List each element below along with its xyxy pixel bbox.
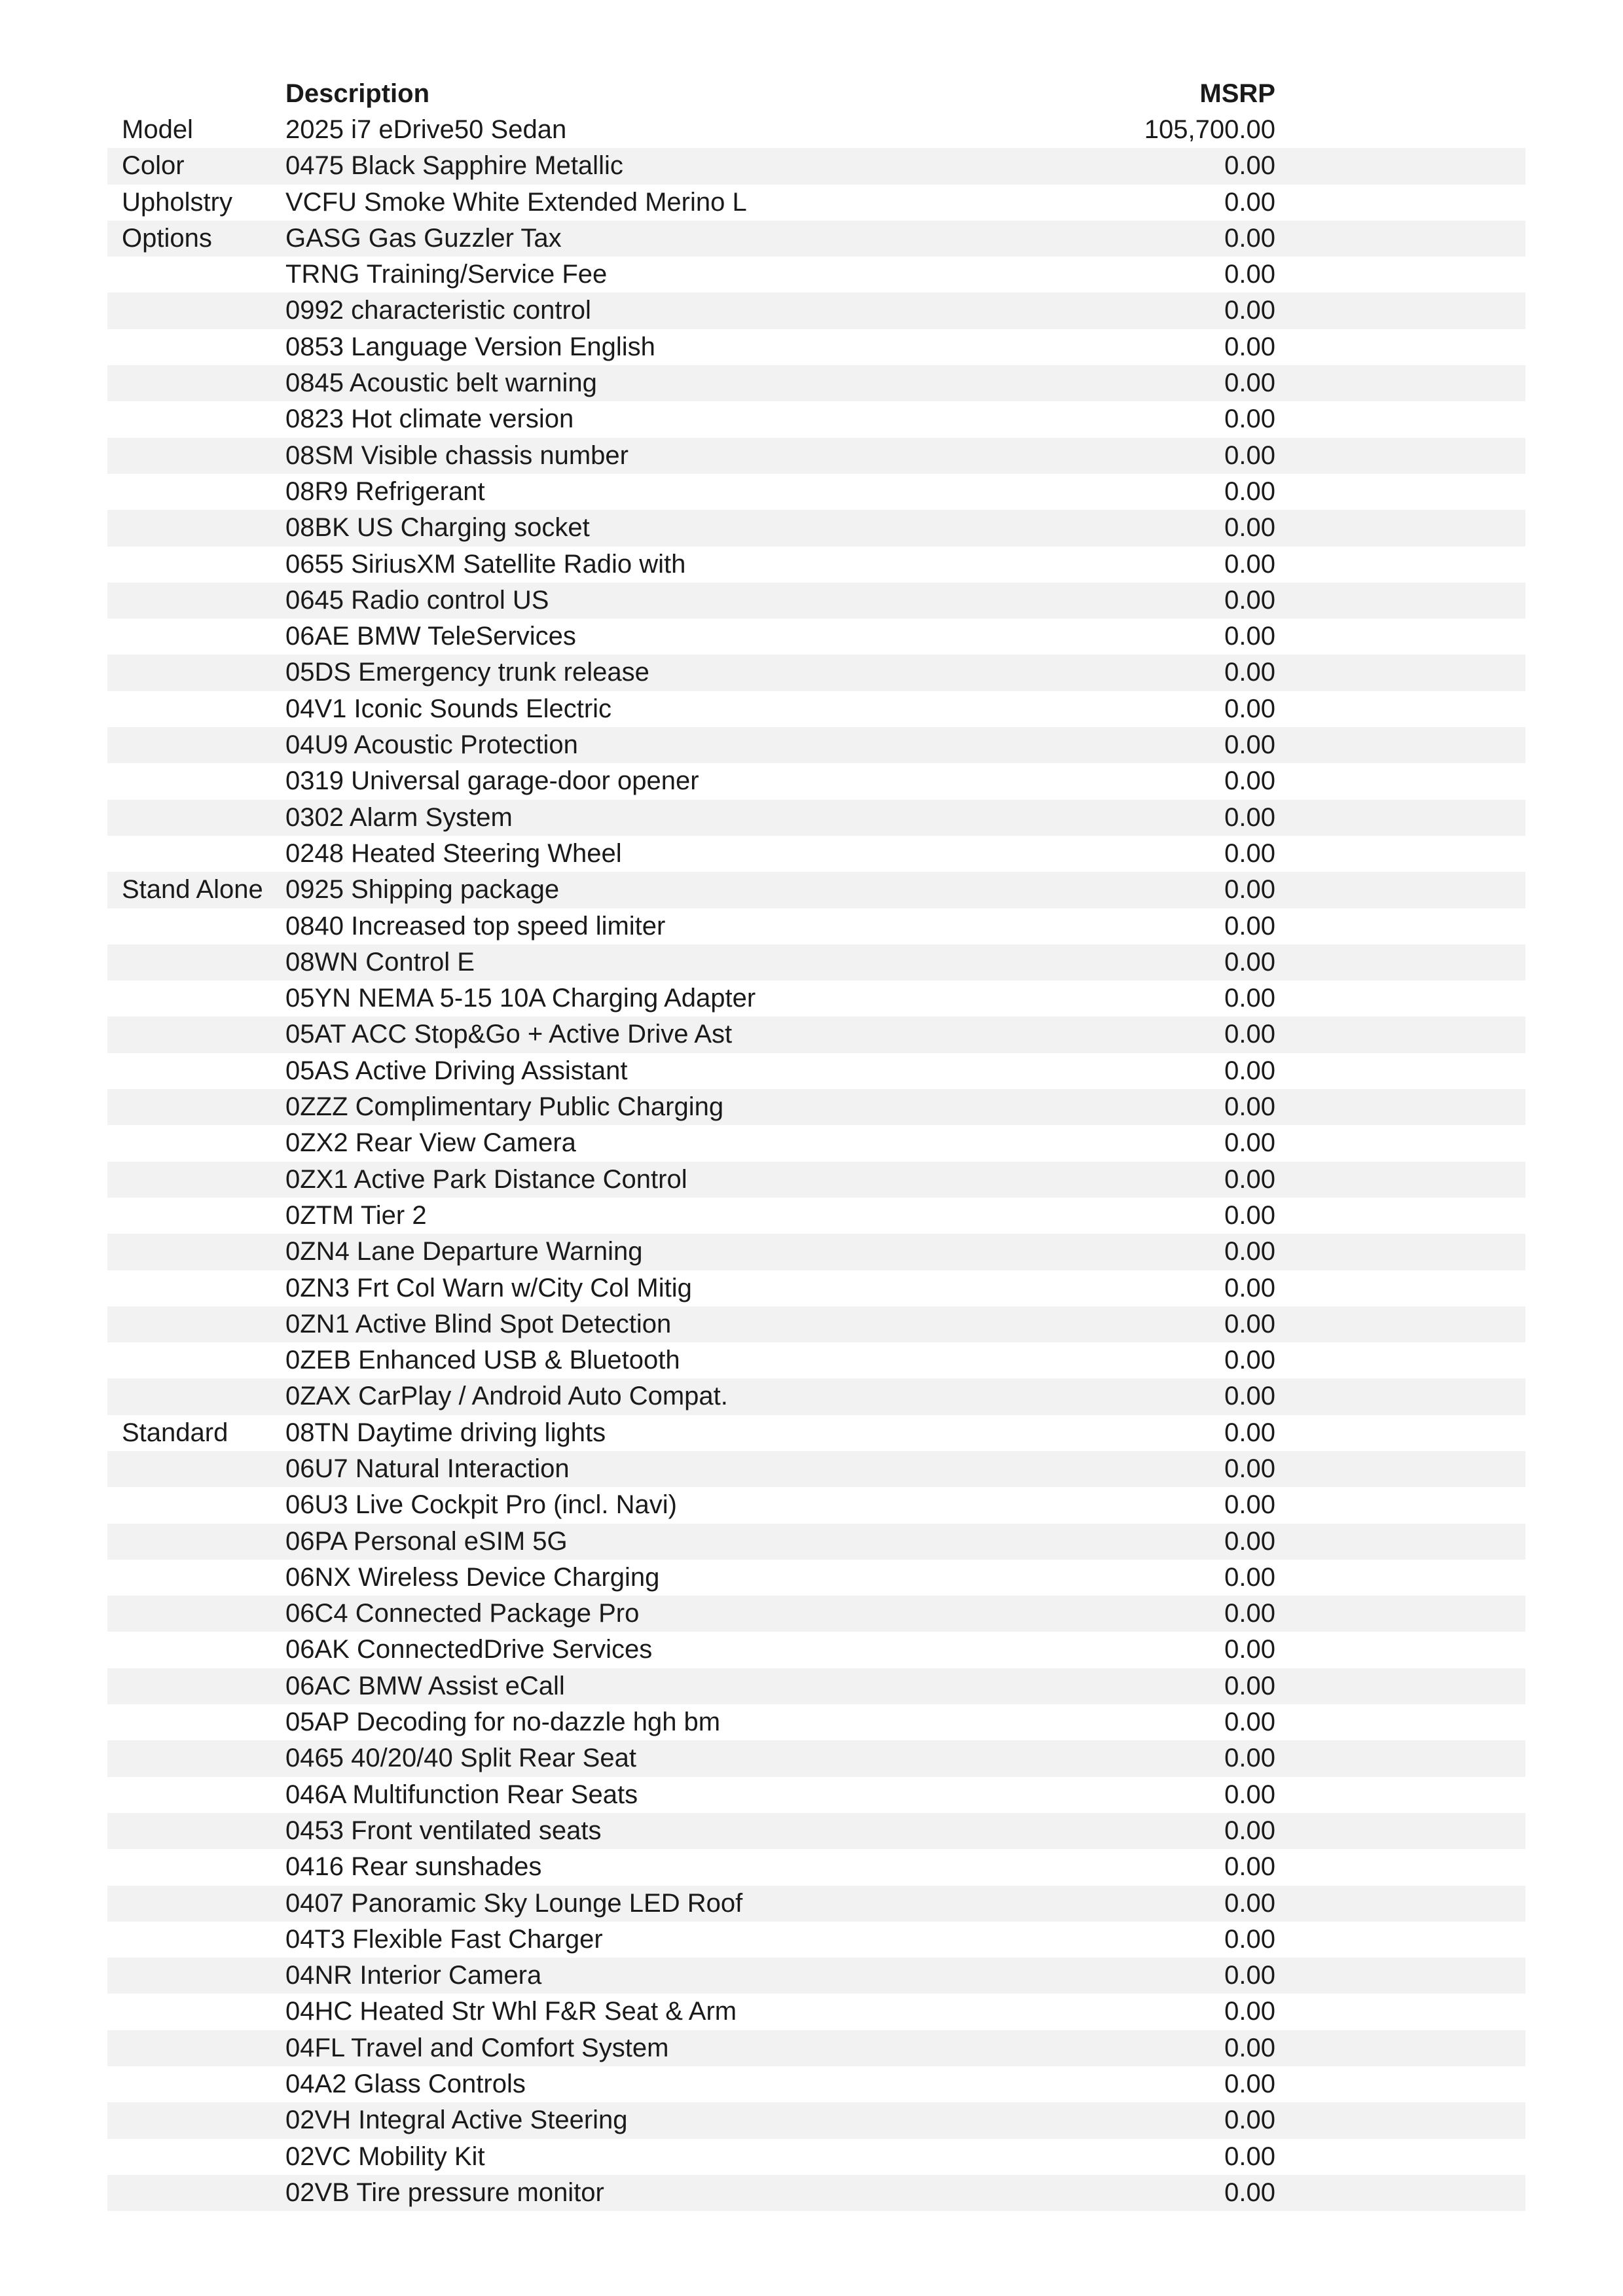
row-msrp: 0.00 bbox=[1224, 1092, 1275, 1122]
table-row bbox=[107, 547, 1525, 583]
row-msrp: 0.00 bbox=[1224, 1780, 1275, 1809]
row-msrp: 0.00 bbox=[1224, 2106, 1275, 2135]
table-row bbox=[107, 619, 1525, 655]
row-description: 06AC BMW Assist eCall bbox=[285, 1671, 565, 1700]
table-row bbox=[107, 1451, 1525, 1487]
row-category: Options bbox=[122, 223, 212, 253]
table-row bbox=[107, 800, 1525, 836]
table-row bbox=[107, 1016, 1525, 1052]
row-msrp: 0.00 bbox=[1224, 1888, 1275, 1918]
row-msrp: 0.00 bbox=[1224, 1382, 1275, 1411]
row-msrp: 0.00 bbox=[1224, 947, 1275, 977]
row-description: 04HC Heated Str Whl F&R Seat & Arm bbox=[285, 1997, 737, 2026]
table-row bbox=[107, 257, 1525, 293]
row-msrp: 0.00 bbox=[1224, 368, 1275, 398]
row-category: Standard bbox=[122, 1418, 228, 1447]
row-description: 04U9 Acoustic Protection bbox=[285, 730, 578, 760]
row-description: 08BK US Charging socket bbox=[285, 513, 590, 543]
row-category: Stand Alone bbox=[122, 875, 263, 905]
table-row bbox=[107, 474, 1525, 510]
row-msrp: 0.00 bbox=[1224, 404, 1275, 434]
table-row bbox=[107, 1886, 1525, 1922]
table-row bbox=[107, 401, 1525, 437]
row-msrp: 105,700.00 bbox=[1144, 115, 1275, 144]
row-msrp: 0.00 bbox=[1224, 1309, 1275, 1338]
row-description: 06AE BMW TeleServices bbox=[285, 622, 576, 651]
table-row bbox=[107, 1342, 1525, 1378]
row-description: 0925 Shipping package bbox=[285, 875, 560, 905]
table-row bbox=[107, 1053, 1525, 1089]
row-msrp: 0.00 bbox=[1224, 1273, 1275, 1302]
row-description: 0ZEB Enhanced USB & Bluetooth bbox=[285, 1346, 680, 1375]
row-description: 08SM Visible chassis number bbox=[285, 440, 629, 470]
table-row bbox=[107, 112, 1525, 148]
table-row bbox=[107, 2139, 1525, 2175]
row-description: GASG Gas Guzzler Tax bbox=[285, 223, 562, 253]
row-description: 06PA Personal eSIM 5G bbox=[285, 1526, 568, 1556]
row-msrp: 0.00 bbox=[1224, 766, 1275, 796]
row-description: 0ZN1 Active Blind Spot Detection bbox=[285, 1309, 672, 1338]
row-description: 06U7 Natural Interaction bbox=[285, 1454, 570, 1483]
row-description: VCFU Smoke White Extended Merino L bbox=[285, 187, 747, 217]
row-description: 0845 Acoustic belt warning bbox=[285, 368, 597, 398]
row-description: 02VC Mobility Kit bbox=[285, 2142, 485, 2171]
table-row bbox=[107, 221, 1525, 257]
table-row bbox=[107, 1378, 1525, 1414]
table-header bbox=[107, 76, 1525, 112]
row-description: 0823 Hot climate version bbox=[285, 404, 574, 434]
row-description: 0319 Universal garage-door opener bbox=[285, 766, 699, 796]
table-row bbox=[107, 1922, 1525, 1958]
table-row bbox=[107, 763, 1525, 799]
row-description: 2025 i7 eDrive50 Sedan bbox=[285, 115, 567, 144]
row-msrp: 0.00 bbox=[1224, 440, 1275, 470]
row-description: 05YN NEMA 5-15 10A Charging Adapter bbox=[285, 984, 756, 1013]
row-msrp: 0.00 bbox=[1224, 1454, 1275, 1483]
row-description: 0853 Language Version English bbox=[285, 332, 655, 361]
row-msrp: 0.00 bbox=[1224, 1237, 1275, 1266]
table-row bbox=[107, 872, 1525, 908]
row-msrp: 0.00 bbox=[1224, 1128, 1275, 1158]
table-row bbox=[107, 727, 1525, 763]
row-msrp: 0.00 bbox=[1224, 1056, 1275, 1085]
row-msrp: 0.00 bbox=[1224, 332, 1275, 361]
row-msrp: 0.00 bbox=[1224, 911, 1275, 941]
table-row bbox=[107, 691, 1525, 727]
row-msrp: 0.00 bbox=[1224, 1562, 1275, 1592]
row-msrp: 0.00 bbox=[1224, 1200, 1275, 1230]
row-description: 0475 Black Sapphire Metallic bbox=[285, 151, 623, 181]
table-row bbox=[107, 908, 1525, 944]
row-description: 0465 40/20/40 Split Rear Seat bbox=[285, 1744, 636, 1773]
row-description: 06U3 Live Cockpit Pro (incl. Navi) bbox=[285, 1490, 677, 1520]
row-msrp: 0.00 bbox=[1224, 1346, 1275, 1375]
table-row bbox=[107, 944, 1525, 980]
row-msrp: 0.00 bbox=[1224, 1744, 1275, 1773]
table-row bbox=[107, 1668, 1525, 1704]
row-msrp: 0.00 bbox=[1224, 1164, 1275, 1194]
row-msrp: 0.00 bbox=[1224, 476, 1275, 506]
table-row bbox=[107, 1777, 1525, 1813]
row-msrp: 0.00 bbox=[1224, 1526, 1275, 1556]
price-sheet-table bbox=[107, 76, 1525, 2211]
row-msrp: 0.00 bbox=[1224, 1852, 1275, 1882]
row-description: 0407 Panoramic Sky Lounge LED Roof bbox=[285, 1888, 743, 1918]
row-description: 0ZZZ Complimentary Public Charging bbox=[285, 1092, 724, 1122]
row-description: 0840 Increased top speed limiter bbox=[285, 911, 666, 941]
table-row bbox=[107, 2030, 1525, 2066]
row-msrp: 0.00 bbox=[1224, 1418, 1275, 1447]
row-description: 04T3 Flexible Fast Charger bbox=[285, 1924, 603, 1954]
table-row bbox=[107, 836, 1525, 872]
table-row bbox=[107, 438, 1525, 474]
row-msrp: 0.00 bbox=[1224, 2142, 1275, 2171]
row-msrp: 0.00 bbox=[1224, 1924, 1275, 1954]
row-description: 04A2 Glass Controls bbox=[285, 2070, 526, 2099]
table-row bbox=[107, 1415, 1525, 1451]
row-description: 0ZN3 Frt Col Warn w/City Col Mitig bbox=[285, 1273, 692, 1302]
row-description: 0ZN4 Lane Departure Warning bbox=[285, 1237, 643, 1266]
row-msrp: 0.00 bbox=[1224, 1599, 1275, 1628]
row-description: 08R9 Refrigerant bbox=[285, 476, 485, 506]
row-description: 06AK ConnectedDrive Services bbox=[285, 1635, 653, 1664]
row-msrp: 0.00 bbox=[1224, 260, 1275, 289]
row-msrp: 0.00 bbox=[1224, 1708, 1275, 1737]
table-body bbox=[107, 112, 1525, 2211]
row-description: 0ZAX CarPlay / Android Auto Compat. bbox=[285, 1382, 728, 1411]
row-msrp: 0.00 bbox=[1224, 223, 1275, 253]
row-description: 0ZX2 Rear View Camera bbox=[285, 1128, 576, 1158]
table-row bbox=[107, 1234, 1525, 1270]
row-description: 06C4 Connected Package Pro bbox=[285, 1599, 640, 1628]
row-description: 02VB Tire pressure monitor bbox=[285, 2178, 604, 2207]
table-row bbox=[107, 1198, 1525, 1234]
table-row bbox=[107, 293, 1525, 329]
table-row bbox=[107, 2066, 1525, 2102]
row-description: 0248 Heated Steering Wheel bbox=[285, 838, 622, 868]
row-description: 04V1 Iconic Sounds Electric bbox=[285, 694, 612, 723]
table-row bbox=[107, 1704, 1525, 1740]
row-msrp: 0.00 bbox=[1224, 151, 1275, 181]
row-msrp: 0.00 bbox=[1224, 2070, 1275, 2099]
table-row bbox=[107, 365, 1525, 401]
row-msrp: 0.00 bbox=[1224, 1961, 1275, 1990]
row-description: 0453 Front ventilated seats bbox=[285, 1816, 602, 1845]
table-row bbox=[107, 1813, 1525, 1849]
table-row bbox=[107, 655, 1525, 691]
row-msrp: 0.00 bbox=[1224, 875, 1275, 905]
row-msrp: 0.00 bbox=[1224, 2033, 1275, 2062]
row-msrp: 0.00 bbox=[1224, 2178, 1275, 2207]
row-description: 04FL Travel and Comfort System bbox=[285, 2033, 669, 2062]
header-msrp: MSRP bbox=[1199, 79, 1275, 108]
row-description: 0655 SiriusXM Satellite Radio with bbox=[285, 549, 686, 579]
row-description: 0302 Alarm System bbox=[285, 802, 513, 832]
table-row bbox=[107, 583, 1525, 619]
row-description: 0ZTM Tier 2 bbox=[285, 1200, 427, 1230]
table-row bbox=[107, 185, 1525, 221]
row-description: 05AP Decoding for no-dazzle hgh bm bbox=[285, 1708, 721, 1737]
table-row bbox=[107, 1270, 1525, 1306]
row-description: 0416 Rear sunshades bbox=[285, 1852, 542, 1882]
row-msrp: 0.00 bbox=[1224, 1671, 1275, 1700]
row-category: Model bbox=[122, 115, 193, 144]
table-row bbox=[107, 510, 1525, 546]
row-description: 0992 characteristic control bbox=[285, 296, 591, 325]
row-description: 08TN Daytime driving lights bbox=[285, 1418, 606, 1447]
table-row bbox=[107, 1560, 1525, 1596]
row-msrp: 0.00 bbox=[1224, 1816, 1275, 1845]
table-row bbox=[107, 148, 1525, 184]
row-description: 0645 Radio control US bbox=[285, 585, 549, 615]
row-msrp: 0.00 bbox=[1224, 1020, 1275, 1049]
row-description: 0ZX1 Active Park Distance Control bbox=[285, 1164, 687, 1194]
row-msrp: 0.00 bbox=[1224, 585, 1275, 615]
table-row bbox=[107, 1994, 1525, 2030]
row-msrp: 0.00 bbox=[1224, 622, 1275, 651]
row-msrp: 0.00 bbox=[1224, 730, 1275, 760]
table-row bbox=[107, 329, 1525, 365]
row-msrp: 0.00 bbox=[1224, 187, 1275, 217]
row-description: TRNG Training/Service Fee bbox=[285, 260, 608, 289]
row-msrp: 0.00 bbox=[1224, 694, 1275, 723]
row-msrp: 0.00 bbox=[1224, 802, 1275, 832]
table-row bbox=[107, 980, 1525, 1016]
table-row bbox=[107, 2175, 1525, 2211]
row-msrp: 0.00 bbox=[1224, 1490, 1275, 1520]
table-row bbox=[107, 1524, 1525, 1560]
header-description: Description bbox=[285, 79, 430, 108]
row-category: Color bbox=[122, 151, 185, 181]
row-description: 08WN Control E bbox=[285, 947, 475, 977]
table-row bbox=[107, 1306, 1525, 1342]
row-msrp: 0.00 bbox=[1224, 984, 1275, 1013]
table-row bbox=[107, 1849, 1525, 1885]
table-row bbox=[107, 1162, 1525, 1198]
row-description: 05DS Emergency trunk release bbox=[285, 658, 649, 687]
table-row bbox=[107, 1596, 1525, 1632]
row-msrp: 0.00 bbox=[1224, 513, 1275, 543]
table-row bbox=[107, 1632, 1525, 1668]
table-row bbox=[107, 1487, 1525, 1523]
row-msrp: 0.00 bbox=[1224, 549, 1275, 579]
row-description: 04NR Interior Camera bbox=[285, 1961, 542, 1990]
row-description: 06NX Wireless Device Charging bbox=[285, 1562, 660, 1592]
row-description: 046A Multifunction Rear Seats bbox=[285, 1780, 638, 1809]
table-row bbox=[107, 1089, 1525, 1125]
row-msrp: 0.00 bbox=[1224, 658, 1275, 687]
row-description: 05AT ACC Stop&Go + Active Drive Ast bbox=[285, 1020, 733, 1049]
row-msrp: 0.00 bbox=[1224, 1997, 1275, 2026]
row-description: 02VH Integral Active Steering bbox=[285, 2106, 628, 2135]
table-row bbox=[107, 2102, 1525, 2138]
table-row bbox=[107, 1740, 1525, 1776]
row-category: Upholstry bbox=[122, 187, 232, 217]
table-row bbox=[107, 1958, 1525, 1994]
row-msrp: 0.00 bbox=[1224, 838, 1275, 868]
row-msrp: 0.00 bbox=[1224, 296, 1275, 325]
row-description: 05AS Active Driving Assistant bbox=[285, 1056, 628, 1085]
row-msrp: 0.00 bbox=[1224, 1635, 1275, 1664]
table-row bbox=[107, 1125, 1525, 1161]
